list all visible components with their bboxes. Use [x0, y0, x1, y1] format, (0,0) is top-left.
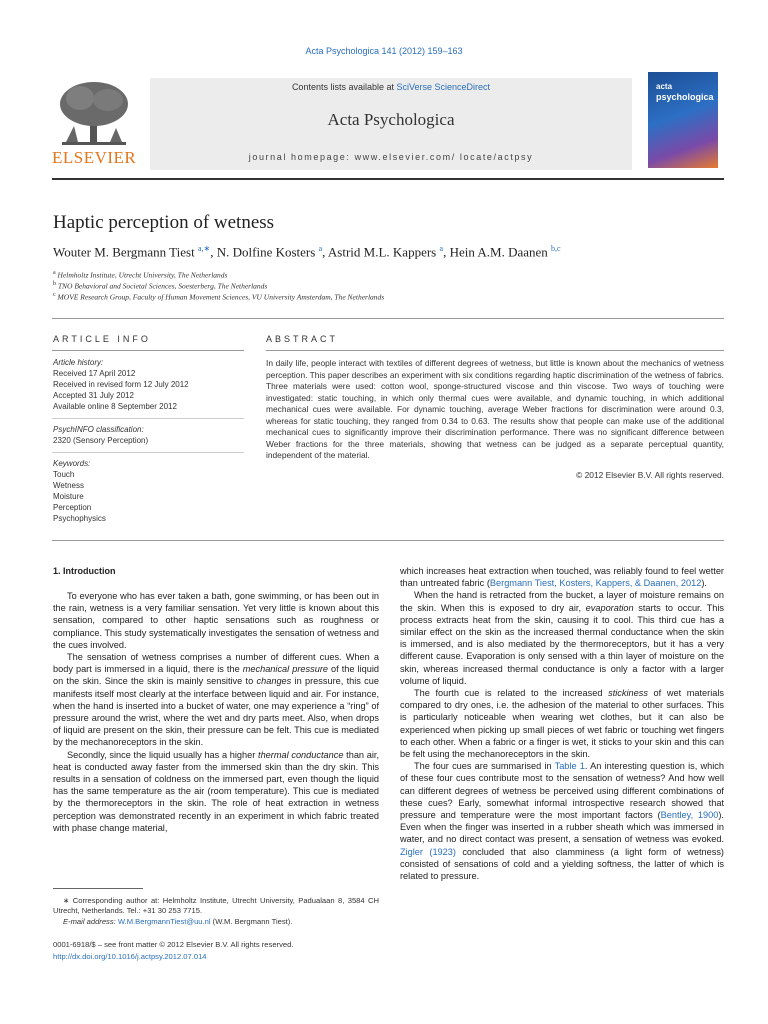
affiliation-c: $^c$ MOVE Research Group, Faculty of Human Movement Sciences, VU University Amsterdam, The Netherlands [53, 292, 385, 302]
contents-line: Contents lists available at SciVerse ScienceDirect [291, 82, 491, 92]
issn-line: 0001-6918/$ – see front matter © 2012 Elsevier B.V. All rights reserved. [53, 940, 294, 949]
paragraph: Secondly, since the liquid usually has a higher thermal conductance than air, heat is conducted away faster from the immersed skin than the dry skin. This results in a sensation of coldness on the immersed part, even though the liquid has the same temperature as the air (room temperature). This cue is mediated by the thermoreceptors in the skin. The role of heat extraction in wetness perception was demonstrated recently in an experiment in which fabric treated with phase change material, [53, 749, 379, 833]
email-link[interactable]: W.M.BergmannTiest@uu.nl [117, 916, 211, 926]
author-4-affil[interactable]: b,c [551, 244, 561, 253]
accepted-date: Accepted 31 July 2012 [53, 391, 134, 400]
author-1: Wouter M. Bergmann Tiest [53, 244, 195, 260]
keyword: Wetness [53, 481, 84, 490]
keywords-label: Keywords: [53, 459, 91, 468]
table-link[interactable]: Table 1 [554, 761, 585, 772]
author-4: Hein A.M. Daanen [449, 244, 548, 260]
journal-masthead [150, 78, 632, 170]
psychinfo-value: 2320 (Sensory Perception) [53, 436, 149, 445]
keyword: Psychophysics [53, 514, 106, 523]
abstract-text: In daily life, people interact with textiles of different degrees of wetness, but little is known about the mechanics of wetness perception. This paper describes an experiment with six conditions regarding haptic discrimination of the wetness of fabrics. Three materials were used: cotton wool, sponge-structured viscose and thin viscose. Two ways of touching were investigated: static touching, in which only thermal cues were available, and dynamic touching, in which additional mechanical cues were available. For dynamic touching, average Weber fractions for discrimination were around 0.3, whereas for static touching, they ranged from 0.34 to 0.63. The results show that people can make use of the additional mechanical cues to significantly improve their discrimination performance. There was no significant difference between Weber fractions for the three materials, showing that wetness can be judged as a separate perceptual quantity, independent of the material. [266, 358, 724, 460]
affiliation-a: $^a$ Helmholtz Institute, Utrecht University, The Netherlands [53, 270, 228, 280]
info-divider-1 [52, 418, 244, 419]
info-rule [52, 350, 244, 351]
author-3-affil[interactable]: a [439, 244, 444, 253]
paragraph: To everyone who has ever taken a bath, gone swimming, or has been out in the rain, wetness is a very familiar sensation. Yet very little is known about this sensation, compared to other haptic sensations such as roughness or compliance. This study systematically investigates the sensation of wetness and the cues involved. [53, 591, 379, 650]
article-title: Haptic perception of wetness [53, 212, 275, 233]
paragraph: The fourth cue is related to the increased stickiness of wet materials compared to dry ones, i.e. the adhesion of the material to other surfaces. This is particularly noticeable when wearing wet clothes, but it can also be experienced when picking up small pieces of wet fabric or touching wet fingers to each other. When a fabric or a finger is wet, it sticks to your skin and this can be felt using the mechanoreceptors in the skin. [400, 688, 725, 760]
sciencedirect-link[interactable]: SciVerse ScienceDirect [396, 82, 491, 92]
info-divider-2 [52, 452, 244, 453]
abstract-copyright: © 2012 Elsevier B.V. All rights reserved. [576, 470, 724, 480]
keyword: Touch [53, 470, 75, 479]
cover-title-line2: psychologica [656, 92, 714, 102]
citation-link[interactable]: Zigler (1923) [400, 846, 456, 857]
article-info-heading: ARTICLE INFO [53, 334, 151, 344]
journal-name: Acta Psychologica [327, 110, 455, 129]
journal-citation[interactable]: Acta Psychologica 141 (2012) 159–163 [305, 46, 463, 56]
citation-link[interactable]: Bentley, 1900 [660, 810, 719, 821]
journal-cover-image [648, 72, 718, 168]
paragraph: The sensation of wetness comprises a number of different cues. When a body part is immersed in a liquid, there is the mechanical pressure of the liquid on the skin. Since the skin is mainly sensitive to changes in pressure, this cue manifests itself most clearly at the interface between liquid and air. For instance, when the hand is inserted into a bucket of water, one may experience a “ring” of pressure around the wrist, where the wet and dry parts meet. Also, when drops of liquid are present on the skin, their pressure can be felt. This cue is mediated by the mechanoreceptors in the skin. [53, 652, 380, 748]
author-list: Wouter M. Bergmann Tiest $^{a,∗}$, N. Dolfine Kosters $^a$, Astrid M.L. Kappers $^a$, Hein A.M. Daanen $^{b,c}$ [53, 244, 561, 260]
history-label: Article history: [53, 358, 104, 367]
author-2-affil[interactable]: a [318, 244, 323, 253]
revised-date: Received in revised form 12 July 2012 [53, 380, 189, 389]
received-date: Received 17 April 2012 [53, 369, 136, 378]
citation-link[interactable]: Bergmann Tiest, Kosters, Kappers, & Daanen, 2012 [489, 578, 702, 589]
online-date: Available online 8 September 2012 [53, 402, 177, 411]
author-2: N. Dolfine Kosters [216, 244, 316, 260]
body-column-left [53, 590, 379, 834]
paragraph: which increases heat extraction when touched, was reliably found to feel wetter than untreated fabric (Bergmann Tiest, Kosters, Kappers, & Daanen, 2012). [400, 566, 724, 589]
header-rule [52, 178, 724, 180]
abstract-bottom-rule [52, 540, 724, 541]
keyword: Perception [53, 503, 92, 512]
footnote-rule [53, 888, 143, 889]
cover-title-line1: acta [656, 82, 673, 91]
publisher-wordmark: ELSEVIER [52, 148, 137, 167]
affiliation-b: $^b$ TNO Behavioral and Societal Sciences, Soesterberg, The Netherlands [53, 281, 268, 291]
author-1-affil[interactable]: a,∗ [197, 244, 211, 253]
keyword: Moisture [53, 492, 84, 501]
abstract-heading: ABSTRACT [266, 334, 339, 344]
journal-homepage[interactable]: journal homepage: www.elsevier.com/ locate/actpsy [248, 152, 534, 162]
author-3: Astrid M.L. Kappers [327, 244, 437, 260]
paragraph: The four cues are summarised in Table 1. An interesting question is, which of these four cues contribute most to the sensation of wetness? And how well can different degrees of wetness be perceived using different combinations of these cues? Early, somewhat informal introspective research showed that pressure and temperature were the most important factors (Bentley, 1900). Even when the finger was inserted in a rubber sheath which was immersed in water, and no direct contact was present, a sensation of wetness was evoked. Zigler (1923) concluded that also clamminess (a light form of wetness) consisted of sensations of cold and a yielding softness, the latter of which is related to pressure. [400, 761, 724, 882]
doi-link[interactable]: http://dx.doi.org/10.1016/j.actpsy.2012.07.014 [53, 952, 207, 961]
paragraph: When the hand is retracted from the bucket, a layer of moisture remains on the skin. When this is exposed to dry air, evaporation starts to occur. This process extracts heat from the skin, causing it to cool. This third cue has a similar effect on the skin as the increased thermal conductance when the skin is immersed, and is also mediated by the thermoreceptors, but it has a very different cause. Evaporation is only sensed with a thin layer of moisture on the skin, whereas increased thermal conductance is only a factor with a larger volume of liquid. [400, 590, 724, 686]
body-column-right [400, 565, 724, 882]
abstract-rule [266, 350, 724, 351]
corresponding-author-footnote: ∗ Corresponding author at: Helmholtz Institute, Utrecht University, Padualaan 8, 3584 CH Utrecht, Netherlands. Tel.: +31 30 253 7715. E-mail address: W.M.BergmannTiest@uu.nl (W.M. Bergmann Tiest). [53, 896, 379, 926]
affiliation-rule [52, 318, 724, 319]
psychinfo-label: PsychINFO classification: [53, 425, 144, 434]
section-heading-introduction: 1. Introduction [53, 566, 116, 576]
